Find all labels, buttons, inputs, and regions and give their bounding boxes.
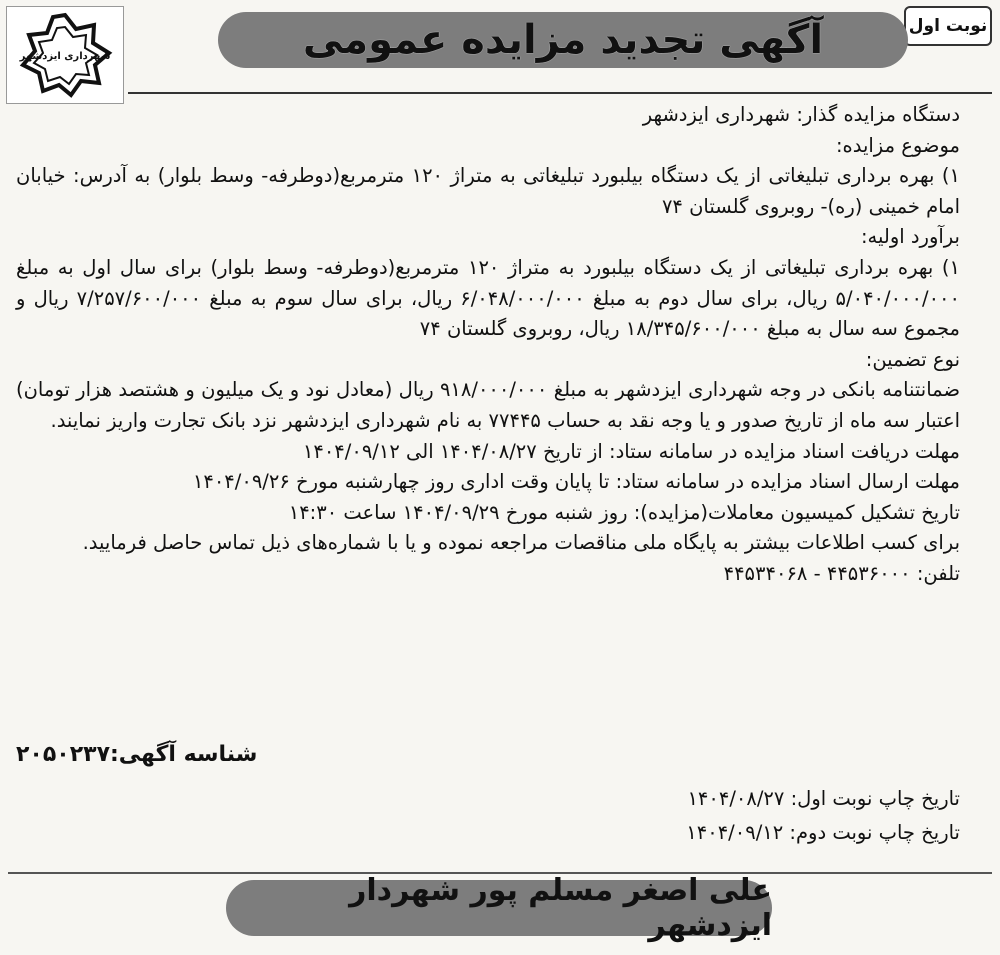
print-date-first: تاریخ چاپ نوبت اول: ۱۴۰۴/۰۸/۲۷ xyxy=(687,787,960,810)
print-date-second: تاریخ چاپ نوبت دوم: ۱۴۰۴/۰۹/۱۲ xyxy=(686,821,960,844)
commission-date: تاریخ تشکیل کمیسیون معاملات(مزایده): روز شنبه مورخ ۱۴۰۴/۰۹/۲۹ ساعت ۱۴:۳۰ xyxy=(288,500,960,524)
top-divider xyxy=(128,92,992,94)
organizer-line: دستگاه مزایده گذار: شهرداری ایزدشهر xyxy=(642,103,960,126)
print-dates xyxy=(686,782,960,850)
page-title: آگهی تجدید مزایده عمومی xyxy=(302,17,824,63)
signature: علی اصغر مسلم پور شهردار ایزدشهر xyxy=(349,873,772,943)
phone-line: تلفن: ۴۴۵۳۶۰۰۰ - ۴۴۵۳۴۰۶۸ xyxy=(723,561,960,585)
estimate-text: ۱) بهره برداری تبلیغاتی از یک دستگاه بیلبورد به متراژ ۱۲۰ مترمربع(دوطرفه- وسط بلوار) برای سال اول به مبلغ ۵/۰۴۰/۰۰۰/۰۰۰ ریال، برای سال دوم به مبلغ ۶/۰۴۸/۰۰۰/۰۰۰ ریال، برای سال سوم به مبلغ ۷/۲۵۷/۶۰۰/۰۰۰ ریال و مجموع سه سال به مبلغ ۱۸/۳۴۵/۶۰۰/۰۰۰ ریال، روبروی گلستان ۷۴ xyxy=(16,255,960,341)
title-banner xyxy=(218,12,908,68)
announcement-body xyxy=(16,100,960,590)
ad-id: شناسه آگهی:۲۰۵۰۲۳۷ xyxy=(16,742,258,767)
subject-text: ۱) بهره برداری تبلیغاتی از یک دستگاه بیلبورد تبلیغاتی به متراژ ۱۲۰ مترمربع(دوطرفه- وسط بلوار) به آدرس: خیابان امام خمینی (ره)- روبروی گلستان ۷۴ xyxy=(16,164,960,218)
logo-emblem-icon xyxy=(15,11,115,99)
subject-heading: موضوع مزایده: xyxy=(835,133,960,157)
logo-text: شهرداری ایزدشهر xyxy=(19,51,111,62)
signature-banner xyxy=(226,873,772,943)
edition-tag: نوبت اول xyxy=(904,6,992,46)
send-deadline: مهلت ارسال اسناد مزایده در سامانه ستاد: تا پایان وقت اداری روز چهارشنبه مورخ ۱۴۰۴/۰۹/۲۶ xyxy=(192,470,960,494)
info-text: برای کسب اطلاعات بیشتر به پایگاه ملی مناقصات مراجعه نموده و یا با شماره‌های ذیل تماس حاصل فرمایید. xyxy=(82,531,960,555)
estimate-heading: برآورد اولیه: xyxy=(860,225,960,249)
guarantee-heading: نوع تضمین: xyxy=(865,347,960,371)
guarantee-text: ضمانتنامه بانکی در وجه شهرداری ایزدشهر به مبلغ ۹۱۸/۰۰۰/۰۰۰ ریال (معادل نود و یک میلیون و هشتصد هزار تومان) اعتبار سه ماه از تاریخ صدور و یا وجه نقد به حساب ۷۷۴۴۵ به نام شهرداری ایزدشهر نزد بانک تجارت واریز نمایند. xyxy=(16,378,960,432)
receive-deadline: مهلت دریافت اسناد مزایده در سامانه ستاد: از تاریخ ۱۴۰۴/۰۸/۲۷ الی ۱۴۰۴/۰۹/۱۲ xyxy=(302,439,960,463)
municipality-logo xyxy=(6,6,124,104)
